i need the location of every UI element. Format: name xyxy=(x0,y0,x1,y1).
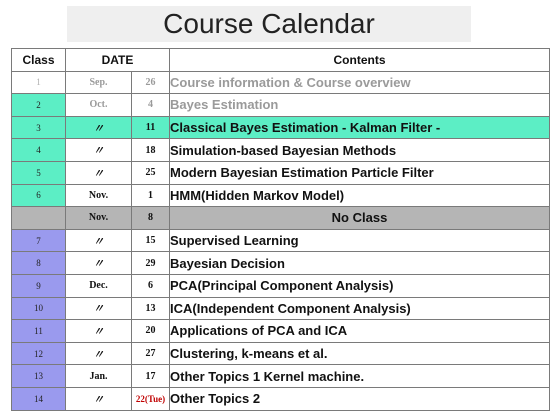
table-row xyxy=(12,297,550,320)
date-month: 〃 xyxy=(66,297,132,320)
class-number: 6 xyxy=(12,184,66,207)
page-title: Course Calendar xyxy=(67,6,471,42)
header-class: Class xyxy=(12,49,66,72)
date-month: 〃 xyxy=(66,252,132,275)
contents-cell: Simulation-based Bayesian Methods xyxy=(170,139,550,162)
contents-cell: Bayesian Decision xyxy=(170,252,550,275)
date-month: Jan. xyxy=(66,365,132,388)
contents-cell: ICA(Independent Component Analysis) xyxy=(170,297,550,320)
class-number: 1 xyxy=(12,71,66,94)
table-row xyxy=(12,139,550,162)
table-row-no-class xyxy=(12,207,550,230)
contents-cell: Clustering, k-means et al. xyxy=(170,342,550,365)
date-month: 〃 xyxy=(66,342,132,365)
contents-cell: PCA(Principal Component Analysis) xyxy=(170,274,550,297)
table-row xyxy=(12,116,550,139)
class-number: 4 xyxy=(12,139,66,162)
date-month: 〃 xyxy=(66,139,132,162)
date-day: 6 xyxy=(132,274,170,297)
date-month: 〃 xyxy=(66,387,132,410)
date-month: Oct. xyxy=(66,94,132,117)
class-number: 9 xyxy=(12,274,66,297)
table-row xyxy=(12,71,550,94)
table-row xyxy=(12,274,550,297)
table-row xyxy=(12,229,550,252)
header-date: DATE xyxy=(66,49,170,72)
course-calendar-table xyxy=(11,48,550,411)
table-row xyxy=(12,161,550,184)
date-day: 11 xyxy=(132,116,170,139)
date-month: Dec. xyxy=(66,274,132,297)
contents-cell: Applications of PCA and ICA xyxy=(170,320,550,343)
class-number: 2 xyxy=(12,94,66,117)
date-day: 13 xyxy=(132,297,170,320)
class-number: 13 xyxy=(12,365,66,388)
class-number: 12 xyxy=(12,342,66,365)
date-day: 17 xyxy=(132,365,170,388)
table-row xyxy=(12,252,550,275)
date-day: 25 xyxy=(132,161,170,184)
class-number: 7 xyxy=(12,229,66,252)
date-day: 29 xyxy=(132,252,170,275)
date-day: 20 xyxy=(132,320,170,343)
contents-cell: Other Topics 2 xyxy=(170,387,550,410)
date-day: 18 xyxy=(132,139,170,162)
date-month: 〃 xyxy=(66,229,132,252)
header-row xyxy=(12,49,550,72)
date-day: 4 xyxy=(132,94,170,117)
date-month: Nov. xyxy=(66,207,132,230)
class-number: 5 xyxy=(12,161,66,184)
contents-cell: Course information & Course overview xyxy=(170,71,550,94)
header-contents: Contents xyxy=(170,49,550,72)
table-row xyxy=(12,320,550,343)
class-number: 11 xyxy=(12,320,66,343)
table-row xyxy=(12,387,550,410)
date-month: 〃 xyxy=(66,116,132,139)
class-number: 8 xyxy=(12,252,66,275)
date-month: Nov. xyxy=(66,184,132,207)
class-number: 3 xyxy=(12,116,66,139)
date-month: 〃 xyxy=(66,320,132,343)
table-row xyxy=(12,94,550,117)
contents-cell: Bayes Estimation xyxy=(170,94,550,117)
contents-cell: HMM(Hidden Markov Model) xyxy=(170,184,550,207)
class-number xyxy=(12,207,66,230)
contents-cell: No Class xyxy=(170,207,550,230)
class-number: 10 xyxy=(12,297,66,320)
date-day: 15 xyxy=(132,229,170,252)
date-day: 8 xyxy=(132,207,170,230)
table-row xyxy=(12,184,550,207)
contents-cell: Other Topics 1 Kernel machine. xyxy=(170,365,550,388)
contents-cell: Supervised Learning xyxy=(170,229,550,252)
date-day: 1 xyxy=(132,184,170,207)
date-month: Sep. xyxy=(66,71,132,94)
date-day: 27 xyxy=(132,342,170,365)
date-month: 〃 xyxy=(66,161,132,184)
class-number: 14 xyxy=(12,387,66,410)
table-row xyxy=(12,365,550,388)
table-row xyxy=(12,342,550,365)
date-day-highlighted: 22(Tue) xyxy=(132,387,170,410)
contents-cell: Modern Bayesian Estimation Particle Filter xyxy=(170,161,550,184)
contents-cell: Classical Bayes Estimation - Kalman Filter - xyxy=(170,116,550,139)
date-day: 26 xyxy=(132,71,170,94)
